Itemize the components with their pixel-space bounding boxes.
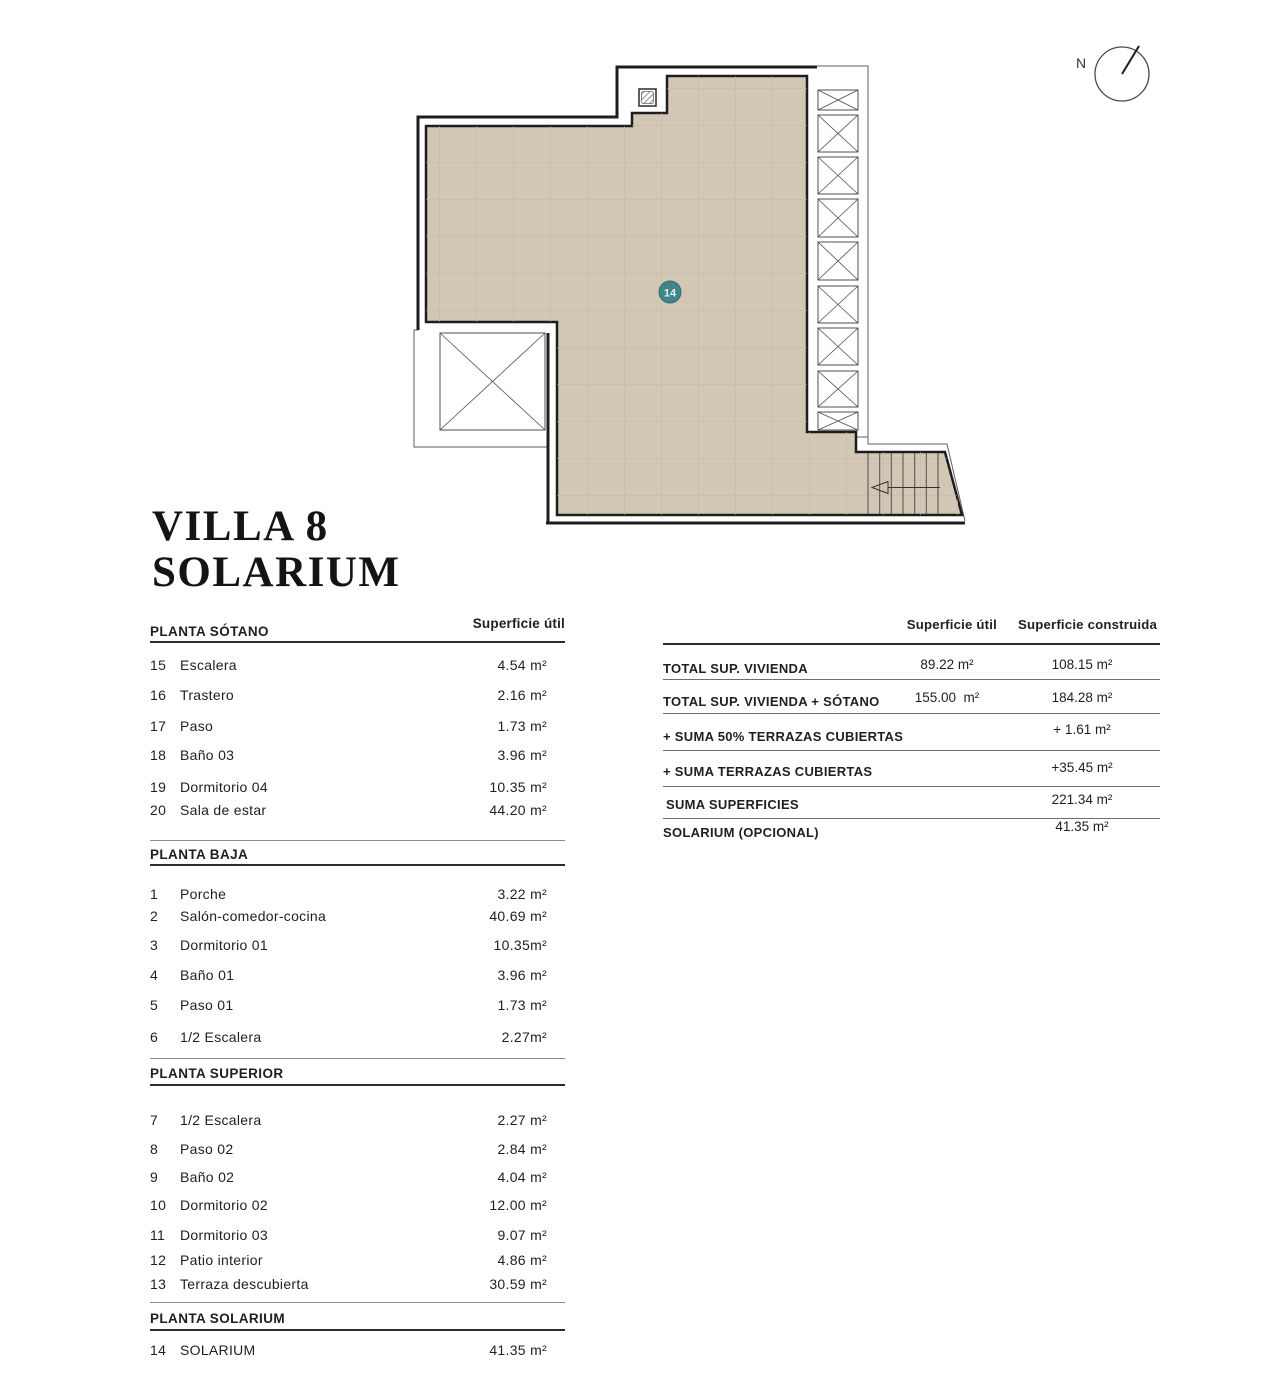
summary-row-label: TOTAL SUP. VIVIENDA [663, 661, 808, 676]
table-row [150, 687, 547, 704]
table-row [150, 1342, 547, 1359]
table-row [150, 1029, 547, 1046]
summary-constr-value: 221.34 m² [1051, 792, 1113, 807]
room-area: 41.35 m² [489, 1342, 547, 1358]
chimney-square [639, 89, 656, 106]
room-area: 1.73 m² [497, 997, 547, 1013]
room-area: 30.59 m² [489, 1276, 547, 1292]
pergola-beam [818, 371, 858, 407]
divider [150, 641, 565, 643]
room-area: 1.73 m² [497, 718, 547, 734]
room-area: 2.16 m² [497, 687, 547, 703]
solarium-floor-tiles [426, 76, 962, 515]
pergola-beam [818, 199, 858, 237]
summary-row-label: TOTAL SUP. VIVIENDA + SÓTANO [663, 694, 880, 709]
pergola-beam [818, 115, 858, 152]
divider [150, 1302, 565, 1303]
north-label: N [1076, 55, 1087, 71]
room-number: 7 [150, 1112, 159, 1128]
room-area: 12.00 m² [489, 1197, 547, 1213]
summary-row-label: + SUMA 50% TERRAZAS CUBIERTAS [663, 729, 904, 744]
north-arrow [1060, 20, 1180, 130]
table-row [150, 747, 547, 764]
table-row [150, 1112, 547, 1129]
section-header-superior: PLANTA SUPERIOR [150, 1066, 284, 1081]
table-row [150, 1276, 547, 1293]
area-column-header: Superficie útil [472, 616, 565, 631]
room-area: 40.69 m² [489, 908, 547, 924]
table-row [150, 997, 547, 1014]
room-number: 3 [150, 937, 159, 953]
summary-constr-value: +35.45 m² [1051, 760, 1113, 775]
pergola-beam [818, 90, 858, 110]
room-name: Escalera [180, 657, 237, 673]
room-number: 17 [150, 718, 167, 734]
room-name: SOLARIUM [180, 1342, 256, 1358]
solarium-floor [426, 76, 962, 515]
room-number: 1 [150, 886, 159, 902]
room-name: Dormitorio 03 [180, 1227, 268, 1243]
room-number: 14 [150, 1342, 167, 1358]
room-number: 6 [150, 1029, 159, 1045]
room-name: Paso [180, 718, 214, 734]
pergola-beam [818, 412, 858, 430]
summary-util-value: 89.22 m² [920, 657, 974, 672]
room-name: 1/2 Escalera [180, 1112, 262, 1128]
room-area: 3.96 m² [497, 967, 547, 983]
table-row [150, 1141, 547, 1158]
summary-constr-value: 184.28 m² [1051, 690, 1113, 705]
divider [663, 643, 1160, 645]
summary-constr-value: + 1.61 m² [1053, 722, 1111, 737]
room-name: Salón-comedor-cocina [180, 908, 327, 924]
table-row [150, 1169, 547, 1186]
page-title-line2: SOLARIUM [152, 549, 401, 596]
table-row [150, 886, 547, 903]
room-area: 2.27m² [501, 1029, 547, 1045]
room-name: Porche [180, 886, 227, 902]
room-number: 5 [150, 997, 159, 1013]
table-row [150, 1252, 547, 1269]
pergola-beam [818, 328, 858, 365]
void-cross-square [440, 333, 545, 430]
table-row [150, 908, 547, 925]
room-name: Paso 02 [180, 1141, 234, 1157]
room-area: 4.04 m² [497, 1169, 547, 1185]
room-area: 4.54 m² [497, 657, 547, 673]
pergola-beam [818, 242, 858, 280]
divider [663, 750, 1160, 751]
section-header-baja: PLANTA BAJA [150, 847, 249, 862]
room-name: Dormitorio 04 [180, 779, 268, 795]
pergola-strip [818, 90, 858, 430]
divider [150, 864, 565, 866]
north-needle [1122, 46, 1139, 74]
room-name: Dormitorio 01 [180, 937, 268, 953]
room-number: 4 [150, 967, 159, 983]
table-row [150, 718, 547, 735]
room-name: Baño 02 [180, 1169, 235, 1185]
pergola-beam [818, 157, 858, 194]
room-area: 10.35m² [493, 937, 547, 953]
room-number: 20 [150, 802, 167, 818]
table-row [150, 937, 547, 954]
room-number: 18 [150, 747, 167, 763]
room-area: 4.86 m² [497, 1252, 547, 1268]
divider [663, 679, 1160, 680]
pergola-beam [818, 286, 858, 323]
summary-row-label: SUMA SUPERFICIES [666, 797, 799, 812]
room-number: 10 [150, 1197, 167, 1213]
section-header-solarium: PLANTA SOLARIUM [150, 1311, 285, 1326]
summary-util-value: 155.00 m² [914, 690, 980, 705]
room-area: 9.07 m² [497, 1227, 547, 1243]
divider [663, 713, 1160, 714]
room-name: Trastero [180, 687, 235, 703]
section-header-sotano: PLANTA SÓTANO [150, 624, 269, 639]
table-row [150, 802, 547, 819]
divider [150, 1329, 565, 1331]
divider [150, 1084, 565, 1086]
room-name: Sala de estar [180, 802, 267, 818]
room-number: 2 [150, 908, 159, 924]
divider [663, 786, 1160, 787]
room-area: 44.20 m² [489, 802, 547, 818]
room-name: Baño 01 [180, 967, 235, 983]
floor-plan [405, 55, 980, 540]
room-number: 13 [150, 1276, 167, 1292]
divider [150, 1058, 565, 1059]
room-area: 2.84 m² [497, 1141, 547, 1157]
room-name: Dormitorio 02 [180, 1197, 268, 1213]
summary-constr-value: 41.35 m² [1055, 819, 1109, 834]
summary-col-construida: Superficie construida [1017, 617, 1157, 632]
divider [150, 840, 565, 841]
summary-col-util: Superficie útil [906, 617, 997, 632]
room-name: Patio interior [180, 1252, 263, 1268]
table-row [150, 779, 547, 796]
summary-row-label: + SUMA TERRAZAS CUBIERTAS [663, 764, 873, 779]
room-number: 9 [150, 1169, 159, 1185]
table-row [150, 967, 547, 984]
room-marker-label: 14 [663, 287, 677, 300]
room-name: Baño 03 [180, 747, 235, 763]
table-row [150, 657, 547, 674]
room-marker-14 [659, 281, 681, 303]
summary-constr-value: 108.15 m² [1051, 657, 1113, 672]
room-number: 19 [150, 779, 167, 795]
summary-row-label: SOLARIUM (OPCIONAL) [663, 825, 819, 840]
room-number: 11 [150, 1227, 166, 1243]
room-area: 2.27 m² [497, 1112, 547, 1128]
room-name: Paso 01 [180, 997, 234, 1013]
room-number: 15 [150, 657, 167, 673]
room-name: 1/2 Escalera [180, 1029, 262, 1045]
room-number: 12 [150, 1252, 167, 1268]
room-name: Terraza descubierta [180, 1276, 309, 1292]
page-title-line1: VILLA 8 [152, 503, 329, 550]
room-area: 3.96 m² [497, 747, 547, 763]
room-number: 16 [150, 687, 167, 703]
table-row [150, 1227, 547, 1244]
room-area: 10.35 m² [489, 779, 547, 795]
table-row [150, 1197, 547, 1214]
page-title [152, 504, 401, 596]
room-area: 3.22 m² [497, 886, 547, 902]
room-number: 8 [150, 1141, 159, 1157]
